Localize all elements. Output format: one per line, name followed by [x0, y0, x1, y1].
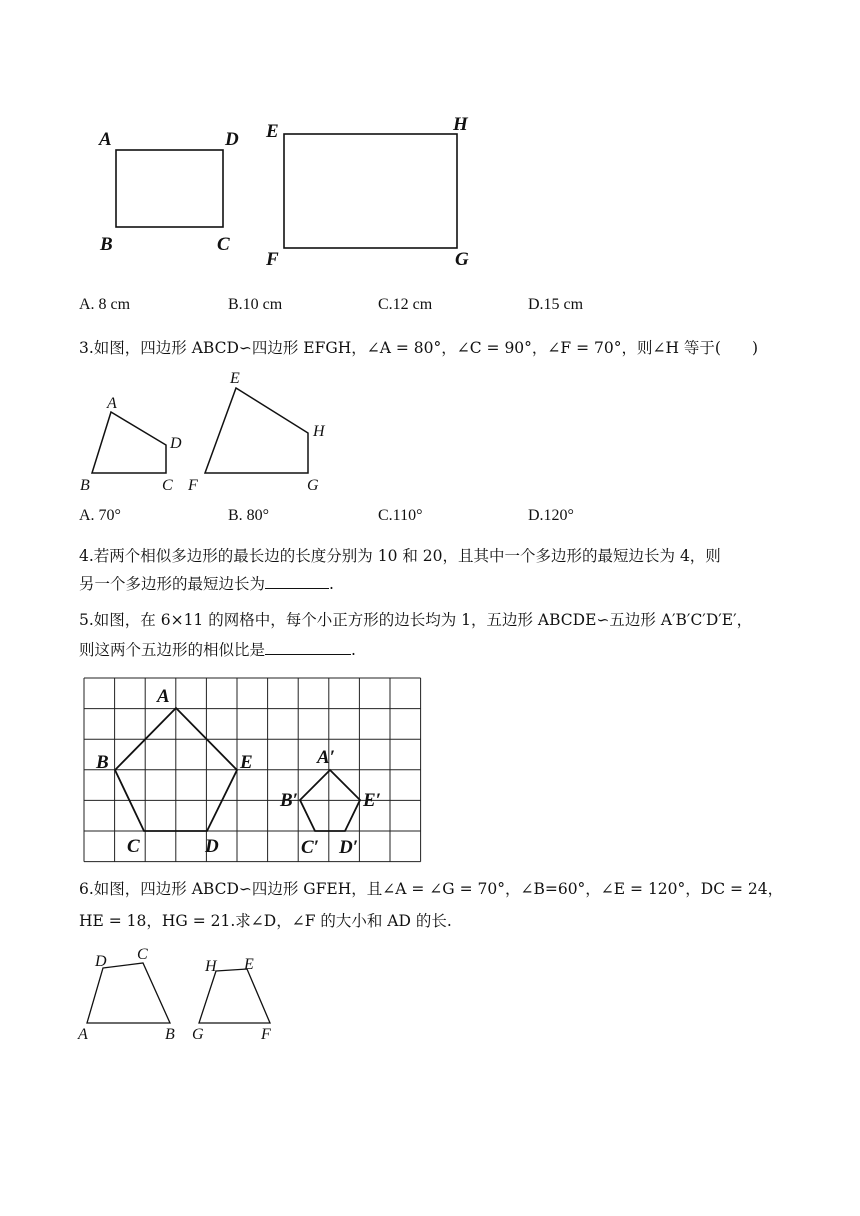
q5-label-d-prime: D′	[339, 837, 359, 858]
rectangle-efgh	[284, 134, 457, 248]
q6-label-c: C	[137, 946, 148, 963]
q5-label-c: C	[127, 836, 140, 857]
q6-label-a: A	[78, 1026, 88, 1043]
label-a: A	[99, 129, 112, 150]
q6-trapezoids-figure	[75, 944, 295, 1044]
q3-option-b: B. 80°	[228, 507, 270, 524]
q4-line1: 4.若两个相似多边形的最长边的长度分别为 10 和 20，且其中一个多边形的最短边长为 4，则	[79, 547, 721, 565]
q6-label-g: G	[192, 1026, 204, 1043]
q4-line2-end: .	[329, 575, 334, 593]
q6-label-b: B	[165, 1026, 175, 1043]
q5-line2-text: 则这两个五边形的相似比是	[79, 641, 266, 659]
q6-line1: 6.如图，四边形 ABCD∽四边形 GFEH，且∠A = ∠G = 70°，∠B=60°，∠E = 120°，DC = 24，	[79, 880, 784, 898]
q5-label-a: A	[157, 686, 170, 707]
quadrilateral-gfeh	[199, 969, 270, 1023]
q3-label-h: H	[313, 423, 325, 440]
label-g: G	[455, 249, 469, 270]
q5-label-b-prime: B′	[280, 790, 299, 811]
q3-option-c: C.110°	[378, 507, 423, 524]
q3-label-b: B	[80, 477, 90, 494]
q2-option-a: A. 8 cm	[79, 296, 131, 313]
q2-option-b: B.10 cm	[228, 296, 283, 313]
label-d: D	[225, 129, 239, 150]
label-e: E	[266, 121, 279, 142]
q5-answer-blank	[265, 640, 351, 655]
q6-label-d: D	[95, 953, 107, 970]
q6-label-f: F	[261, 1026, 271, 1043]
q3-text: 3.如图，四边形 ABCD∽四边形 EFGH，∠A = 80°，∠C = 90°，∠F = 70°，则∠H 等于( )	[79, 339, 758, 357]
q5-label-a-prime: A′	[317, 747, 336, 768]
q3-label-d: D	[170, 435, 182, 452]
q3-label-g: G	[307, 477, 319, 494]
q4-answer-blank	[265, 574, 329, 589]
q5-label-d: D	[205, 836, 219, 857]
q4-line2-text: 另一个多边形的最短边长为	[79, 575, 266, 593]
q5-line2	[79, 639, 356, 661]
q5-label-b: B	[96, 752, 109, 773]
label-h: H	[453, 114, 468, 135]
q5-label-e: E	[240, 752, 253, 773]
q3-label-c: C	[162, 477, 173, 494]
q5-label-e-prime: E′	[363, 790, 382, 811]
q5-grid-figure	[80, 672, 430, 866]
quadrilateral-efgh	[205, 388, 308, 473]
q3-option-d: D.120°	[528, 507, 574, 524]
label-f: F	[266, 249, 279, 270]
q6-label-h: H	[205, 958, 217, 975]
quadrilateral-abcd	[92, 412, 166, 473]
q2-option-c: C.12 cm	[378, 296, 433, 313]
q3-quadrilaterals-figure	[75, 365, 345, 495]
q2-option-d: D.15 cm	[528, 296, 584, 313]
q6-label-e: E	[244, 956, 254, 973]
quadrilateral-abcd-q6	[87, 963, 170, 1023]
label-c: C	[217, 234, 230, 255]
q4-line2	[79, 573, 334, 595]
q5-label-c-prime: C′	[301, 837, 320, 858]
label-b: B	[100, 234, 113, 255]
q5-line1: 5.如图，在 6×11 的网格中，每个小正方形的边长均为 1，五边形 ABCDE∽五边形 A′B′C′D′E′，	[79, 611, 753, 629]
rectangles-figure	[80, 105, 500, 275]
q3-option-a: A. 70°	[79, 507, 121, 524]
q3-label-f: F	[188, 477, 198, 494]
rectangle-abcd	[116, 150, 223, 227]
q3-label-a: A	[107, 395, 117, 412]
q5-line2-end: .	[351, 641, 356, 659]
q6-line2: HE = 18，HG = 21.求∠D，∠F 的大小和 AD 的长.	[79, 912, 452, 930]
q3-label-e: E	[230, 370, 240, 387]
